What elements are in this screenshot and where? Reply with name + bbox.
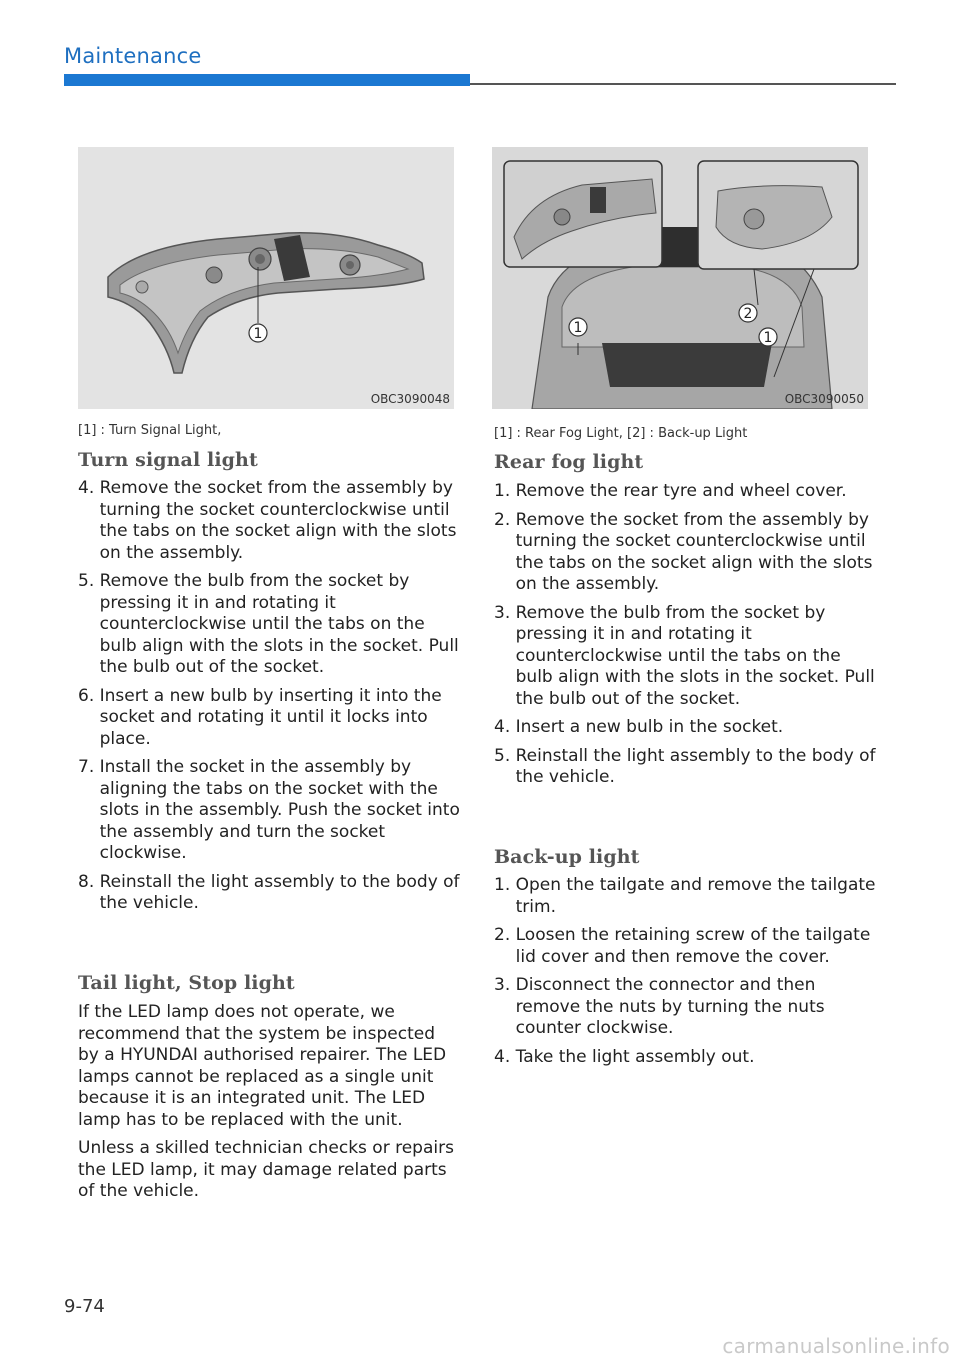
header-rule xyxy=(470,83,896,85)
step-text: Loosen the retaining screw of the tailgate lid cover and then remove the cover. xyxy=(515,925,871,967)
turn-signal-lamp-illustration xyxy=(78,147,454,409)
section-title: Maintenance xyxy=(64,44,202,68)
paragraph: If the LED lamp does not operate, we recommend that the system be inspected by a HYUNDAI authorised repairer. The LED lamps cannot be replaced as a single unit because it is an integrated unit. The LED lamp has to be replaced with the unit. xyxy=(78,1002,447,1130)
section-heading: Tail light, Stop light xyxy=(78,972,295,994)
list-item xyxy=(494,975,878,1040)
list-item xyxy=(78,478,460,564)
step-text: Reinstall the light assembly to the body of the vehicle. xyxy=(99,871,460,913)
step-text: Remove the rear tyre and wheel cover. xyxy=(515,481,847,501)
section-heading: Rear fog light xyxy=(494,451,644,473)
rear-bumper-lamp-figure xyxy=(492,147,868,409)
backup-light-steps xyxy=(494,875,878,1068)
list-item xyxy=(78,571,460,679)
paragraph: Unless a skilled technician checks or repairs the LED lamp, it may damage related parts of the vehicle. xyxy=(78,1138,454,1201)
step-number: 8. xyxy=(78,871,100,892)
list-item xyxy=(78,686,460,751)
list-item xyxy=(78,757,460,865)
step-number: 3. xyxy=(494,975,516,995)
step-text: Remove the socket from the assembly by turning the socket counterclockwise until the tabs on the socket align with the slots on the assembly. xyxy=(515,509,873,594)
callout-label: 1 xyxy=(573,320,583,336)
step-number: 4. xyxy=(78,478,100,498)
list-item xyxy=(494,717,878,739)
section-heading: Back-up light xyxy=(494,846,640,868)
step-number: 4. xyxy=(494,717,516,737)
step-number: 2. xyxy=(494,925,516,945)
step-number: 5. xyxy=(494,745,516,766)
list-item xyxy=(494,875,878,918)
callout-label: 1 xyxy=(253,326,263,342)
header-accent-bar xyxy=(64,74,470,86)
list-item xyxy=(494,1047,878,1069)
step-text: Install the socket in the assembly by aligning the tabs on the socket with the slots in the assembly. Push the socket into the assembly and turn the socket clockwise. xyxy=(99,757,460,863)
step-number: 5. xyxy=(78,571,100,591)
step-text: Open the tailgate and remove the tailgate trim. xyxy=(515,875,876,917)
step-number: 6. xyxy=(78,685,100,706)
step-number: 7. xyxy=(78,757,100,777)
step-number: 3. xyxy=(494,602,516,623)
figure-code: OBC3090048 xyxy=(370,392,450,406)
rear-fog-steps xyxy=(494,481,878,789)
step-text: Disconnect the connector and then remove the nuts by turning the nuts counter clockwise. xyxy=(515,975,825,1038)
list-item xyxy=(78,872,460,915)
page-number: 9-74 xyxy=(64,1296,105,1317)
list-item xyxy=(494,481,878,503)
figure-code: OBC3090050 xyxy=(784,392,864,406)
figure-caption: [1] : Turn Signal Light, xyxy=(78,423,222,438)
section-heading: Turn signal light xyxy=(78,449,258,471)
step-text: Insert a new bulb in the socket. xyxy=(515,717,784,737)
step-number: 1. xyxy=(494,481,516,501)
step-text: Take the light assembly out. xyxy=(515,1046,755,1067)
watermark: carmanualsonline.info xyxy=(722,1334,950,1358)
step-text: Reinstall the light assembly to the body of the vehicle. xyxy=(515,745,876,787)
step-number: 2. xyxy=(494,509,516,530)
list-item xyxy=(494,510,878,596)
step-text: Insert a new bulb by inserting it into the socket and rotating it until it locks into place. xyxy=(99,685,442,749)
step-number: 1. xyxy=(494,875,516,895)
list-item xyxy=(494,746,878,789)
callout-label: 1 xyxy=(763,330,773,346)
callout-label: 2 xyxy=(743,306,753,322)
step-number: 4. xyxy=(494,1046,516,1067)
list-item xyxy=(494,603,878,711)
figure-caption: [1] : Rear Fog Light, [2] : Back-up Light xyxy=(494,426,748,441)
turn-signal-steps xyxy=(78,478,460,915)
list-item xyxy=(494,925,878,968)
step-text: Remove the bulb from the socket by pressing it in and rotating it counterclockwise until the tabs on the bulb align with the slots in the socket. Pull the bulb out of the socket. xyxy=(515,602,875,709)
step-text: Remove the bulb from the socket by pressing it in and rotating it counterclockwise until the tabs on the bulb align with the slots in the socket. Pull the bulb out of the socket. xyxy=(99,571,459,677)
tail-light-text xyxy=(78,1002,460,1203)
rear-bumper-illustration xyxy=(492,147,868,409)
step-text: Remove the socket from the assembly by turning the socket counterclockwise until the tabs on the socket align with the slots on the assembly. xyxy=(99,478,457,563)
turn-signal-lamp-figure xyxy=(78,147,454,409)
